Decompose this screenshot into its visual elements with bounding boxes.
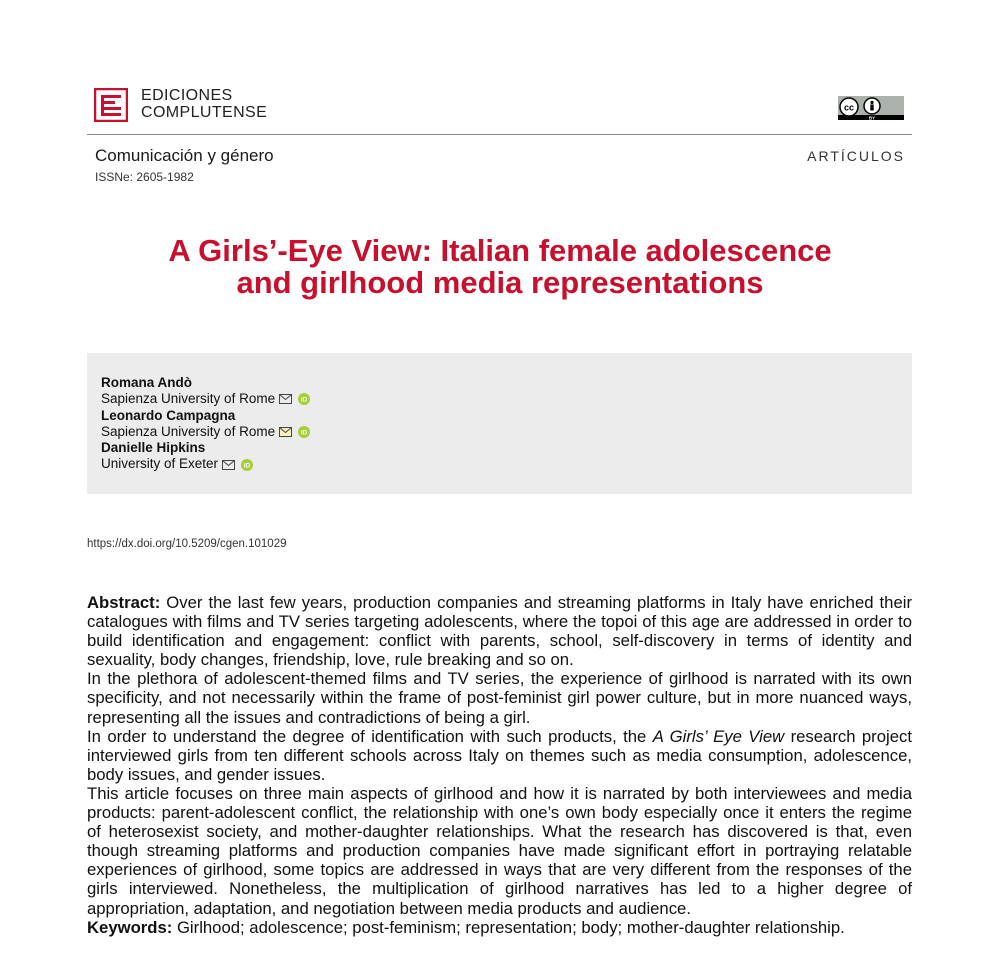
abstract-paragraph-2: In the plethora of adolescent-themed films and TV series, the experience of girlhood is narrated with its own specificity, and not necessarily within the frame of post-feminist girl power culture, but in more nuanced ways, representing all the issues and contradictions of being a girl. bbox=[87, 669, 912, 727]
authors-list bbox=[101, 375, 310, 473]
cc-by-label: BY bbox=[868, 115, 876, 120]
article-title-line-1: A Girls’-Eye View: Italian female adolescence bbox=[168, 233, 832, 268]
abstract-text-3b: research project interviewed girls from ten different schools across Italy on themes such as media consumption, adolescence, body issues, and gender issues. bbox=[87, 726, 912, 784]
affiliation-text: Sapienza University of Rome bbox=[101, 423, 276, 439]
affiliation-text: University of Exeter bbox=[101, 456, 219, 472]
keywords-text: Girlhood; adolescence; post-feminism; representation; body; mother-daughter relationship. bbox=[176, 917, 845, 937]
svg-text:iD: iD bbox=[300, 397, 308, 405]
ediciones-complutense-logo-icon bbox=[94, 88, 128, 122]
author-affiliation bbox=[101, 391, 310, 407]
journal-issn: ISSNe: 2605-1982 bbox=[95, 170, 194, 184]
doi-link[interactable]: https://dx.doi.org/10.5209/cgen.101029 bbox=[87, 538, 287, 550]
email-icon[interactable] bbox=[279, 394, 292, 404]
abstract-section bbox=[87, 593, 912, 937]
author-affiliation bbox=[101, 424, 310, 440]
orcid-icon[interactable] bbox=[241, 459, 253, 471]
svg-text:iD: iD bbox=[300, 429, 308, 437]
publisher-line-2: COMPLUTENSE bbox=[141, 104, 268, 121]
abstract-label: Abstract: bbox=[87, 593, 161, 612]
publisher-name bbox=[141, 87, 267, 121]
keywords bbox=[87, 918, 912, 937]
journal-title: Comunicación y género bbox=[95, 146, 274, 165]
author-name: Romana Andò bbox=[101, 375, 192, 390]
keywords-label: Keywords: bbox=[87, 917, 173, 937]
author-name: Leonardo Campagna bbox=[101, 407, 236, 423]
authors-box bbox=[87, 353, 912, 494]
article-title-line-2: and girlhood media representations bbox=[236, 265, 764, 300]
creative-commons-by-icon[interactable] bbox=[838, 96, 904, 120]
email-icon[interactable] bbox=[222, 460, 235, 470]
article-title bbox=[100, 235, 900, 299]
abstract-paragraph-3 bbox=[87, 727, 912, 784]
orcid-icon[interactable] bbox=[298, 393, 310, 405]
author-affiliation bbox=[101, 456, 310, 472]
abstract-paragraph-4: This article focuses on three main aspects of girlhood and how it is narrated by both interviewees and media products: parent-adolescent conflict, the relationship with one’s own body especially once it enters the regime of heterosexist society, and mother-daughter relationships. What the research has discovered is that, even though streaming platforms and production companies have made significant effort in portraying relatable experiences of girlhood, some topics are addressed in ways that are very different from the responses of the girls interviewed. Nonetheless, the multiplication of girlhood narratives has led to a higher degree of appropriation, adaptation, and negotiation between media products and audience. bbox=[87, 783, 912, 918]
svg-text:iD: iD bbox=[243, 462, 251, 470]
orcid-icon[interactable] bbox=[298, 426, 310, 438]
journal-info bbox=[95, 146, 905, 184]
publisher-line-1: EDICIONES bbox=[141, 87, 233, 104]
abstract-text-3a: In order to understand the degree of identification with such products, the bbox=[87, 726, 653, 746]
section-label: ARTÍCULOS bbox=[807, 148, 905, 164]
affiliation-text: Sapienza University of Rome bbox=[101, 391, 276, 407]
author-name: Danielle Hipkins bbox=[101, 440, 206, 456]
abstract-text-1: Over the last few years, production companies and streaming platforms in Italy have enriched their catalogues with films and TV series targeting adolescents, where the topoi of this age are addressed in order to build identification and engagement: conflict with parents, school, self-discovery in terms of identity and sexuality, body changes, friendship, love, rule breaking and so on. bbox=[87, 593, 913, 670]
abstract-paragraph-1 bbox=[87, 593, 912, 669]
page-header bbox=[87, 84, 912, 135]
project-name: A Girls’ Eye View bbox=[652, 726, 785, 746]
email-icon[interactable] bbox=[279, 427, 292, 437]
svg-text:cc: cc bbox=[843, 102, 855, 113]
